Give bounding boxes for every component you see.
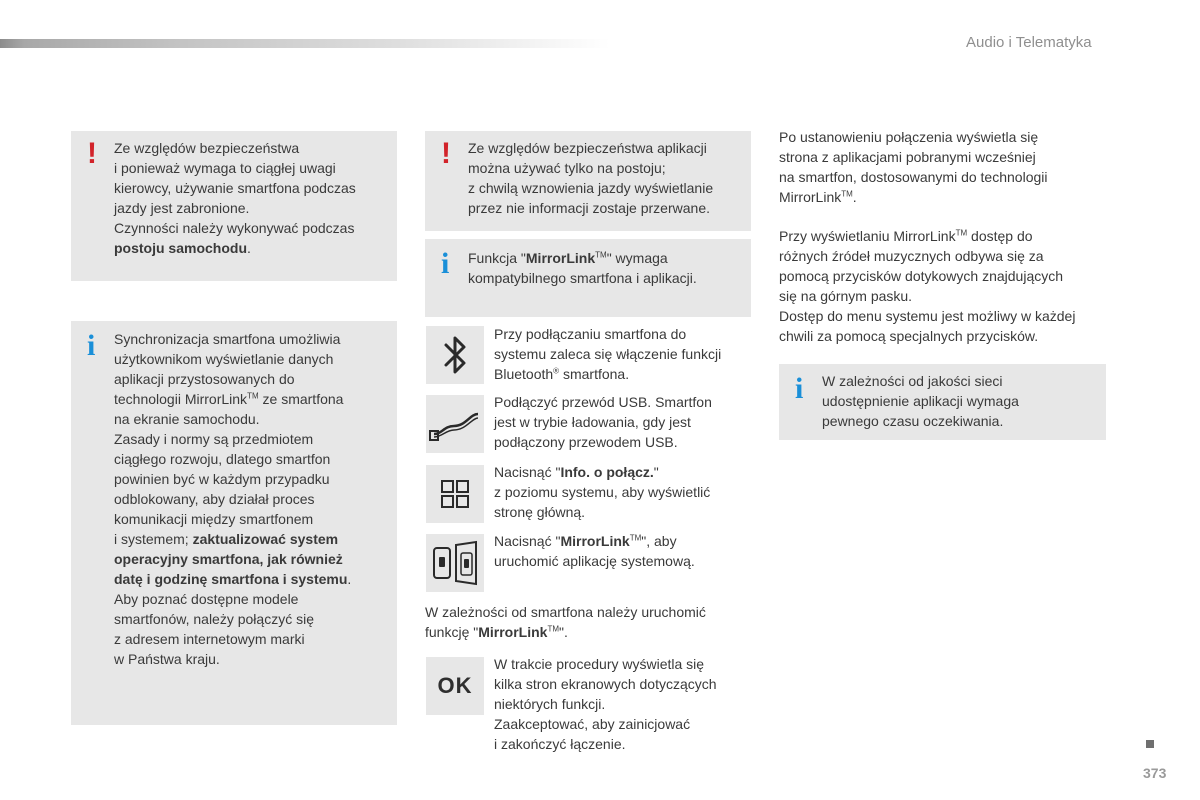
exclamation-warning-icon: ! [441, 137, 451, 170]
warning-text: Ze względów bezpieczeństwa aplikacji można używać tylko na postoju; z chwilą wznowienia jazdy wyświetlanie przez nie informacji zostaje przerwane. [468, 140, 714, 216]
step-bluetooth-text: Przy podłączaniu smartfona do systemu zaleca się włączenie funkcji Bluetooth® smartfona. [494, 326, 722, 382]
ok-icon: OK [437, 673, 473, 698]
mirrorlink-display-paragraph: Przy wyświetlaniu MirrorLink™ dostęp do różnych źródeł muzycznych odbywa się za pomocą przycisków dotykowych znajdujących się na górnym pasku. Dostęp do menu systemu jest możliwy w każdej chwili za pomocą specjalnych przycisków. [779, 228, 1076, 344]
section-title: Audio i Telematyka [966, 34, 1092, 51]
bluetooth-icon-tile [426, 326, 484, 384]
warning-text: Ze względów bezpieczeństwa i ponieważ wymaga to ciągłej uwagi kierowcy, używanie smartfona podczas jazdy jest zabronione. Czynności należy wykonywać podczas postoju samochodu. [114, 140, 356, 256]
info-text: W zależności od jakości sieci udostępnienie aplikacji wymaga pewnego czasu oczekiwania. [822, 373, 1019, 429]
page-number: 373 [1143, 765, 1167, 781]
info-text: Funkcja "MirrorLink™" wymaga kompatybilnego smartfona i aplikacji. [468, 250, 697, 286]
info-box-network [779, 364, 1106, 440]
smartphone-dependency-text: W zależności od smartfona należy uruchomić funkcję "MirrorLink™". [425, 604, 706, 640]
info-box-compatibility [425, 239, 751, 317]
page-marker [1146, 740, 1154, 748]
header-gradient-bar [0, 39, 610, 48]
info-icon: i [441, 247, 450, 280]
info-box-synchronization [71, 321, 397, 725]
grid-apps-icon-tile [426, 465, 484, 523]
mirrorlink-phones-icon [430, 540, 480, 586]
bluetooth-icon [440, 333, 470, 377]
info-text: Synchronizacja smartfona umożliwia użytkownikom wyświetlanie danych aplikacji przystosowanych do technologii MirrorLink™ ze smartfona na ekranie samochodu. Zasady i normy są przedmiotem ciągłego rozwoju, dlatego smartfon powinien być w każdym przypadku odblokowany, aby działał proces komunikacji między smartfonem i systemem; zaktualizować system operacyjny smartfona, jak również datę i godzinę smartfona i systemu. Aby poznać dostępne modele smartfonów, należy połączyć się z adresem internetowym marki w Państwa kraju. [114, 331, 352, 667]
mirrorlink-phones-icon-tile [426, 534, 484, 592]
usb-cable-icon [428, 404, 482, 444]
warning-box-parking [425, 131, 751, 231]
info-icon: i [795, 372, 804, 405]
step-usb-text: Podłączyć przewód USB. Smartfon jest w trybie ładowania, gdy jest podłączony przewodem USB. [494, 394, 712, 450]
grid-apps-icon [440, 479, 470, 509]
step-mirrorlink-text: Nacisnąć "MirrorLink™", aby uruchomić aplikację systemową. [494, 533, 695, 569]
ok-icon-tile [426, 657, 484, 715]
usb-cable-icon-tile [426, 395, 484, 453]
warning-box-driving [71, 131, 397, 281]
step-info-connect-text: Nacisnąć "Info. o połącz." z poziomu systemu, aby wyświetlić stronę główną. [494, 464, 711, 520]
step-ok-text: W trakcie procedury wyświetla się kilka stron ekranowych dotyczących niektórych funkcji. Zaakceptować, aby zainicjować i zakończyć łączenie. [494, 656, 717, 752]
info-icon: i [87, 329, 96, 362]
connection-established-paragraph: Po ustanowieniu połączenia wyświetla się strona z aplikacjami pobranymi wcześniej na smartfon, dostosowanymi do technologii MirrorLink™. [779, 129, 1048, 205]
exclamation-warning-icon: ! [87, 137, 97, 170]
